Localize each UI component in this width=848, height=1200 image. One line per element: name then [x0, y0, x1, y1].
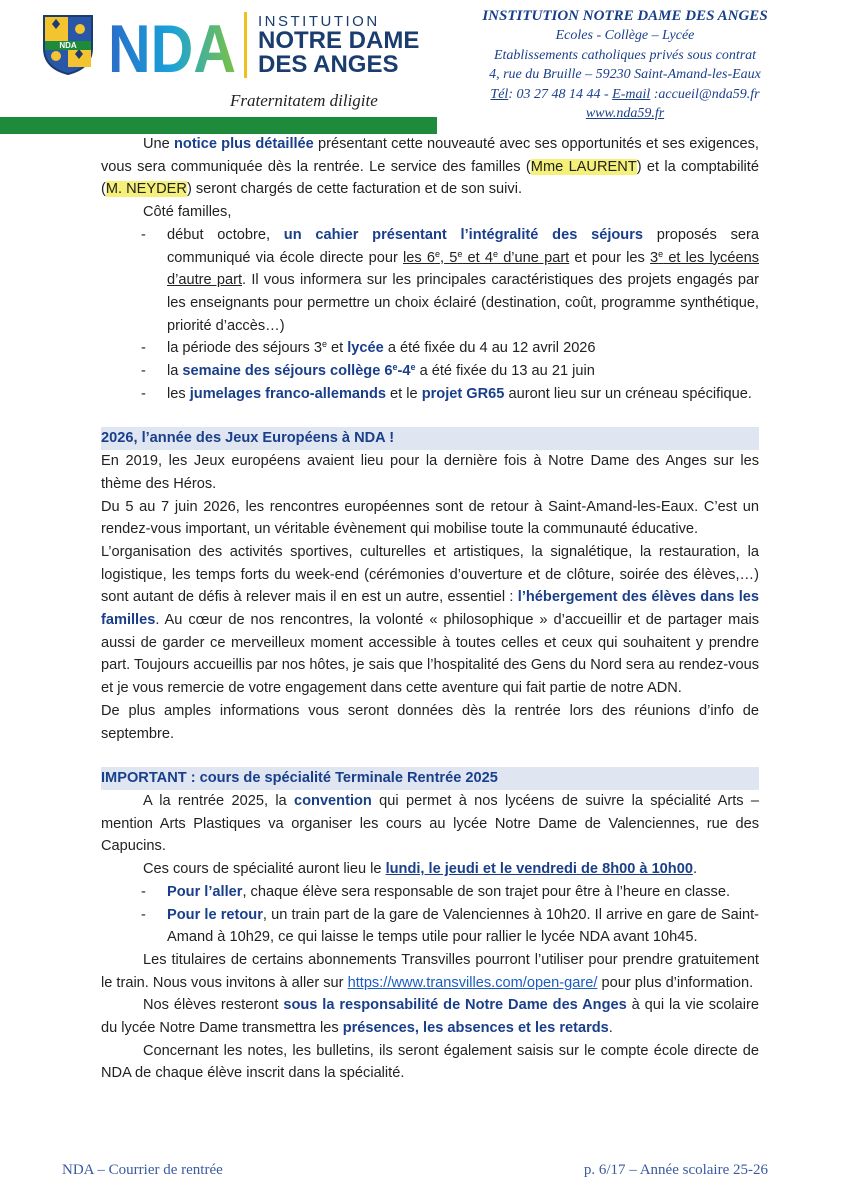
- paragraph-transvilles: Les titulaires de certains abonnements Transvilles pourront l’utiliser pour prendre gratuitement le train. Nous vous invitons à aller sur https://www.transvilles.com/open-gare/ pour plus d’information.: [101, 951, 759, 991]
- highlight-laurent: Mme LAURENT: [530, 158, 637, 175]
- paragraph-notice: Une notice plus détaillée présentant cette nouveauté avec ses opportunités et ses exigences, vous sera communiquée dès la rentrée. Le service des familles (Mme LAURENT) et la comptabilité (M. NEYDER) seront chargés de cette facturation et de son suivi.: [101, 136, 759, 198]
- list-trajets: [101, 881, 759, 949]
- footer-left: NDA – Courrier de rentrée: [62, 1162, 223, 1178]
- paragraph-notes: Concernant les notes, les bulletins, ils seront également saisis sur le compte école directe de NDA de chaque élève inscrit dans la spécialité.: [101, 1042, 759, 1082]
- crest-logo: [42, 14, 94, 76]
- contact-address: 4, rue du Bruille – 59230 Saint-Amand-les-Eaux: [489, 67, 761, 83]
- list-item: - la semaine des séjours collège 6e-4e a été fixée du 13 au 21 juin: [141, 362, 595, 380]
- contact-phone-email: [460, 85, 790, 104]
- letter-body: [101, 133, 759, 1085]
- logo-name-line2: DES ANGES: [258, 51, 399, 78]
- transvilles-link[interactable]: https://www.transvilles.com/open-gare/: [347, 974, 598, 991]
- crest-text: NDA: [59, 41, 77, 50]
- green-bar: [0, 117, 437, 134]
- paragraph-jeux-2019: En 2019, les Jeux européens avaient lieu pour la dernière fois à Notre Dame des Anges sur les thème des Héros.: [101, 453, 759, 492]
- section-title-jeux: 2026, l’année des Jeux Européens à NDA !: [101, 427, 759, 450]
- list-item: - Pour le retour, un train part de la gare de Valenciennes à 10h20. Il arrive en gare de Saint-Amand à 10h29, ce qui laisse le temps utile pour rallier le lycée NDA avant 10h45.: [141, 906, 759, 946]
- logo-name-line1: NOTRE DAME: [258, 27, 420, 54]
- paragraph-organisation: L’organisation des activités sportives, culturelles et artistiques, la signalétique, la restauration, la logistique, les temps forts du week-end (cérémonies d’ouverture et de clôture, soirée des élèves,…) sont autant de défis à relever mais il en est un autre, essentiel : l’hébergement des élèves dans les familles. Au cœur de nos rencontres, la volonté « philosophique » d’accueillir et de partager mais aussi de garder ce merveilleux moment accessible à toutes celles et ceux qui souhaitent y prendre part. Toujours accueillis par nos hôtes, je sais que l’hospitalité des Gens du Nord sera au rendez-vous et je vous remercie de votre engagement dans cette aventure qui fait partie de notre ADN.: [101, 543, 759, 697]
- letterhead: [0, 0, 848, 136]
- contact-line2: Ecoles - Collège – Lycée: [555, 28, 695, 44]
- email-value[interactable]: :accueil@nda59.fr: [650, 86, 760, 102]
- paragraph-familles: Côté familles,: [143, 204, 232, 221]
- contact-block: [460, 7, 790, 123]
- nda-logo-text: NDA: [108, 11, 236, 87]
- motto: Fraternitatem diligite: [230, 91, 378, 110]
- paragraph-responsabilite: Nos élèves resteront sous la responsabilité de Notre Dame des Anges à qui la vie scolaire du lycée Notre Dame transmettra les présences, les absences et les retards.: [101, 997, 760, 1037]
- paragraph-jeux-2026: Du 5 au 7 juin 2026, les rencontres européennes sont de retour à Saint-Amand-les-Eaux. C’est un rendez-vous important, un véritable évènement qui mobilise toute la communauté éducative.: [101, 498, 759, 538]
- nda-logo: [108, 11, 238, 87]
- paragraph-convention: A la rentrée 2025, la convention qui permet à nos lycéens de suivre la spécialité Arts – mention Arts Plastiques va organiser les cours au lycée Notre Dame de Valenciennes, rue des Capucins.: [101, 792, 759, 855]
- contact-line3: Etablissements catholiques privés sous contrat: [493, 47, 757, 63]
- list-item: - Pour l’aller, chaque élève sera responsable de son trajet pour être à l’heure en classe.: [141, 883, 731, 900]
- contact-title: INSTITUTION NOTRE DAME DES ANGES: [482, 8, 768, 24]
- list-item: - les jumelages franco-allemands et le projet GR65 auront lieu sur un créneau spécifique.: [141, 385, 752, 402]
- list-item: - début octobre, un cahier présentant l’intégralité des séjours proposés sera communiqué via école directe pour les 6e, 5e et 4e d’une part et pour les 3e et les lycéens d’autre part. Il vous informera sur les principales caractéristiques des projets engagés par les enseignants pour permettre un choix éclairé (destination, coût, programme synthétique, priorité d’accès…): [141, 226, 759, 334]
- list-sejours: [101, 224, 759, 406]
- logo-institution: INSTITUTION: [258, 13, 380, 30]
- tel-value: : 03 27 48 14 44 -: [508, 86, 613, 102]
- list-item: - la période des séjours 3e et lycée a été fixée du 4 au 12 avril 2026: [141, 339, 596, 357]
- section-title-specialite: IMPORTANT : cours de spécialité Terminale Rentrée 2025: [101, 767, 759, 790]
- logo-separator: [244, 12, 247, 78]
- highlight-neyder: M. NEYDER: [105, 181, 187, 198]
- logo-name: [258, 29, 419, 77]
- tel-label: Tél: [490, 86, 509, 102]
- footer-page-number: p. 6/17 – Année scolaire 25-26: [583, 1162, 768, 1178]
- website-link[interactable]: www.nda59.fr: [585, 106, 665, 122]
- paragraph-horaires: Ces cours de spécialité auront lieu le lundi, le jeudi et le vendredi de 8h00 à 10h00.: [143, 861, 698, 878]
- contact-website[interactable]: [460, 104, 790, 123]
- email-label[interactable]: E-mail: [612, 86, 651, 102]
- paragraph-informations: De plus amples informations vous seront données dès la rentrée lors des réunions d’info de septembre.: [101, 702, 759, 742]
